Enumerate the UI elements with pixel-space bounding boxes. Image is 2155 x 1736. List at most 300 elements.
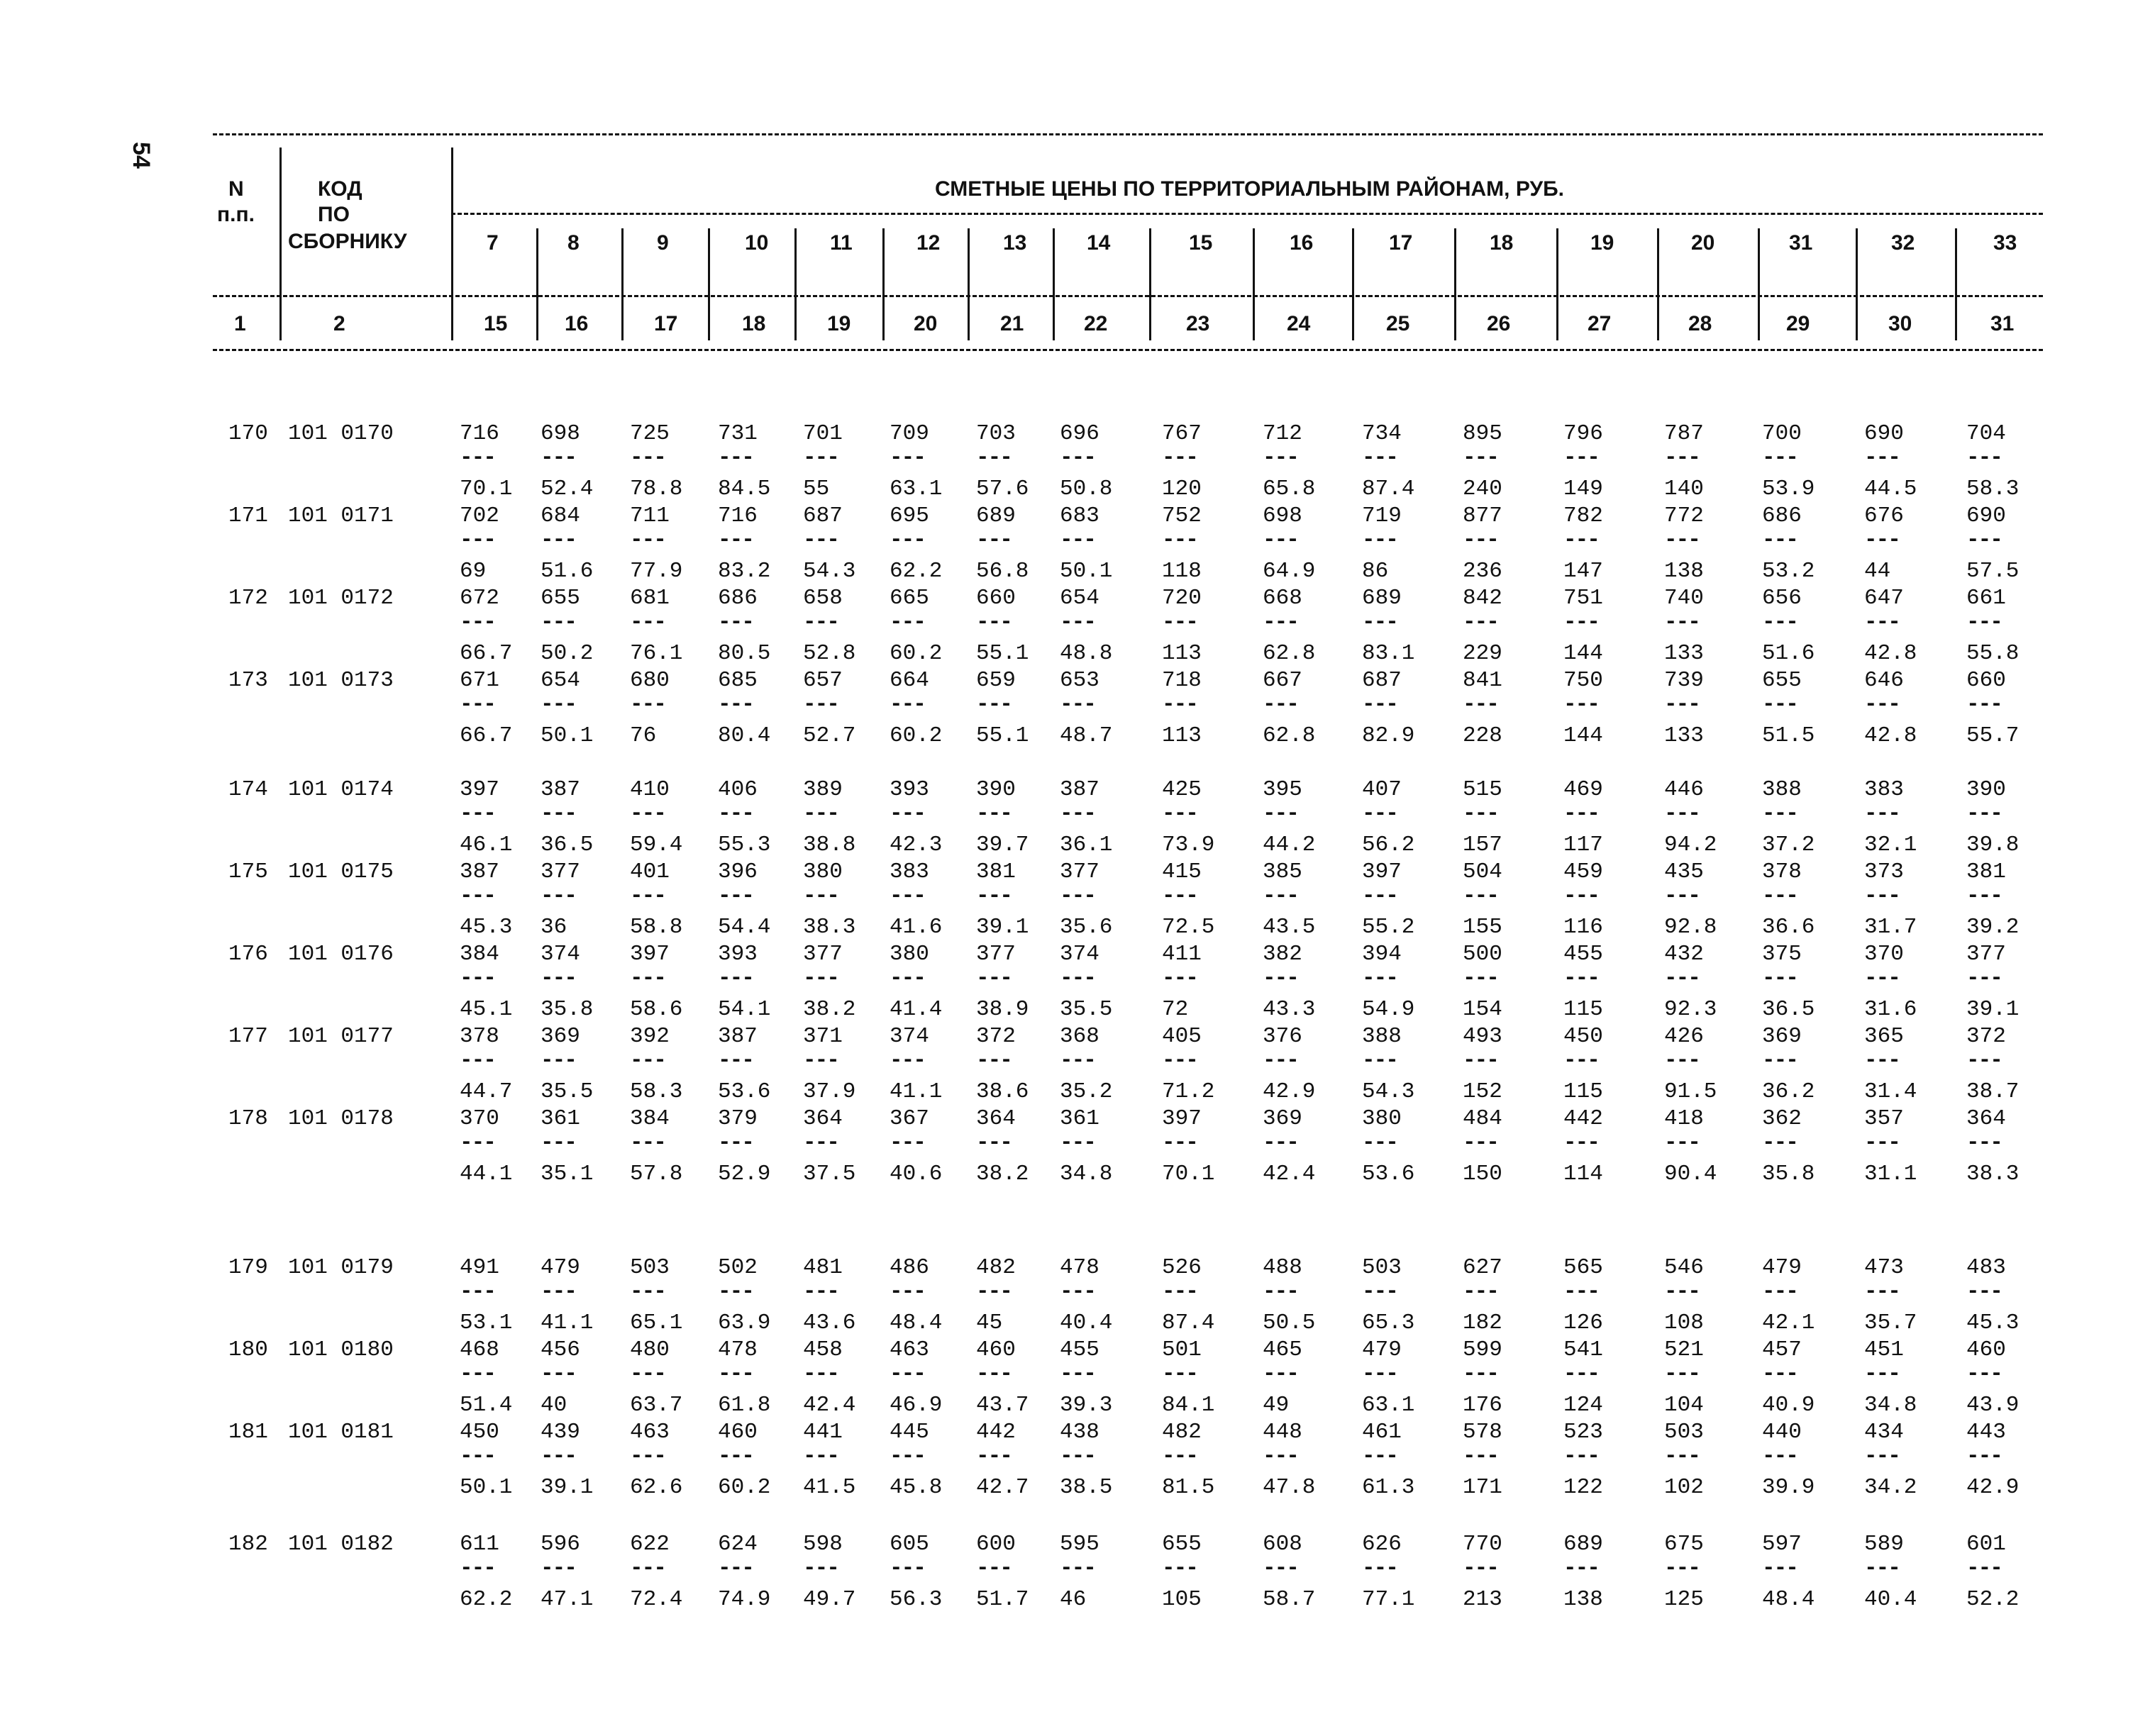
fraction-bar: --- (976, 966, 1012, 991)
price-value: 767 (1162, 421, 1202, 446)
fraction-bar: --- (1463, 1130, 1498, 1155)
price-share-value: 42.8 (1864, 641, 1917, 666)
price-share-value: 80.4 (718, 723, 771, 748)
price-value: 752 (1162, 503, 1202, 528)
fraction-bar: --- (718, 692, 753, 717)
fraction-bar: --- (541, 610, 576, 635)
price-share-value: 81.5 (1162, 1475, 1215, 1500)
price-value: 461 (1362, 1420, 1402, 1445)
price-share-value: 38.2 (803, 997, 856, 1022)
fraction-bar: --- (1060, 1362, 1095, 1386)
price-share-value: 43.3 (1263, 997, 1316, 1022)
price-value: 383 (1864, 777, 1904, 802)
price-share-value: 54.4 (718, 915, 771, 940)
fraction-bar: --- (541, 1130, 576, 1155)
price-share-value: 56.3 (890, 1587, 943, 1612)
price-share-value: 102 (1664, 1475, 1704, 1500)
price-share-value: 55.2 (1362, 915, 1415, 940)
fraction-bar: --- (1864, 528, 1900, 552)
price-share-value: 52.4 (541, 477, 594, 501)
fraction-bar: --- (1060, 692, 1095, 717)
fraction-bar: --- (976, 1130, 1012, 1155)
header-column-divider (1657, 228, 1659, 340)
fraction-bar: --- (1762, 966, 1797, 991)
price-value: 656 (1762, 586, 1802, 611)
price-share-value: 118 (1162, 559, 1202, 584)
price-value: 523 (1563, 1420, 1603, 1445)
fraction-bar: --- (1864, 1556, 1900, 1581)
price-value: 600 (976, 1532, 1016, 1557)
price-share-value: 48.4 (890, 1311, 943, 1335)
price-share-value: 240 (1463, 477, 1502, 501)
fraction-bar: --- (1664, 1556, 1700, 1581)
price-share-value: 62.2 (890, 559, 943, 584)
column-number: 23 (1186, 312, 1210, 335)
price-share-value: 42.9 (1966, 1475, 2020, 1500)
price-value: 468 (460, 1337, 499, 1362)
fraction-bar: --- (1463, 1362, 1498, 1386)
column-number: 25 (1386, 312, 1410, 335)
price-value: 361 (1060, 1106, 1099, 1131)
price-value: 369 (541, 1024, 580, 1049)
region-header: 19 (1590, 231, 1614, 255)
price-share-value: 58.3 (1966, 477, 2020, 501)
fraction-bar: --- (718, 1048, 753, 1073)
price-share-value: 124 (1563, 1393, 1603, 1418)
price-share-value: 43.5 (1263, 915, 1316, 940)
region-header: 10 (745, 231, 769, 255)
price-share-value: 147 (1563, 559, 1603, 584)
fraction-bar: --- (1864, 692, 1900, 717)
price-share-value: 51.5 (1762, 723, 1815, 748)
fraction-bar: --- (1463, 692, 1498, 717)
price-share-value: 133 (1664, 723, 1704, 748)
fraction-bar: --- (1060, 445, 1095, 470)
header-n-label: N (228, 177, 244, 201)
price-value: 690 (1864, 421, 1904, 446)
price-value: 712 (1263, 421, 1302, 446)
fraction-bar: --- (1762, 610, 1797, 635)
price-share-value: 63.9 (718, 1311, 771, 1335)
fraction-bar: --- (1463, 528, 1498, 552)
price-share-value: 70.1 (460, 477, 513, 501)
price-value: 465 (1263, 1337, 1302, 1362)
fraction-bar: --- (1060, 884, 1095, 908)
price-value: 716 (718, 503, 758, 528)
fraction-bar: --- (630, 884, 665, 908)
price-value: 689 (1563, 1532, 1603, 1557)
fraction-bar: --- (718, 528, 753, 552)
price-share-value: 152 (1463, 1079, 1502, 1104)
price-value: 627 (1463, 1255, 1502, 1280)
price-share-value: 46 (1060, 1587, 1087, 1612)
price-share-value: 44.7 (460, 1079, 513, 1104)
price-share-value: 176 (1463, 1393, 1502, 1418)
price-value: 405 (1162, 1024, 1202, 1049)
fraction-bar: --- (1664, 1130, 1700, 1155)
price-share-value: 51.7 (976, 1587, 1029, 1612)
price-share-value: 39.1 (541, 1475, 594, 1500)
fraction-bar: --- (890, 1556, 925, 1581)
fraction-bar: --- (1563, 1048, 1599, 1073)
price-share-value: 92.8 (1664, 915, 1717, 940)
price-value: 395 (1263, 777, 1302, 802)
fraction-bar: --- (541, 528, 576, 552)
price-share-value: 41.6 (890, 915, 943, 940)
fraction-bar: --- (803, 1279, 838, 1304)
fraction-bar: --- (1864, 884, 1900, 908)
price-value: 361 (541, 1106, 580, 1131)
header-column-divider (1856, 228, 1858, 340)
price-value: 599 (1463, 1337, 1502, 1362)
fraction-bar: --- (718, 1279, 753, 1304)
header-bottom-rule (213, 349, 2043, 351)
fraction-bar: --- (630, 1048, 665, 1073)
price-share-value: 171 (1463, 1475, 1502, 1500)
fraction-bar: --- (1263, 1279, 1298, 1304)
price-value: 787 (1664, 421, 1704, 446)
fraction-bar: --- (890, 610, 925, 635)
fraction-bar: --- (1664, 610, 1700, 635)
price-value: 483 (1966, 1255, 2006, 1280)
fraction-bar: --- (1463, 884, 1498, 908)
fraction-bar: --- (803, 1362, 838, 1386)
price-share-value: 53.2 (1762, 559, 1815, 584)
price-share-value: 31.7 (1864, 915, 1917, 940)
fraction-bar: --- (1463, 1048, 1498, 1073)
row-number: 171 (228, 503, 268, 528)
price-value: 378 (1762, 859, 1802, 884)
price-share-value: 105 (1162, 1587, 1202, 1612)
price-share-value: 82.9 (1362, 723, 1415, 748)
region-header: 8 (567, 231, 580, 255)
price-share-value: 39.8 (1966, 833, 2020, 857)
column-number: 18 (742, 312, 766, 335)
price-value: 377 (976, 942, 1016, 967)
fraction-bar: --- (1162, 801, 1197, 826)
row-code: 101 0177 (288, 1024, 394, 1049)
header-column-divider (1352, 228, 1354, 340)
header-column-divider (1454, 228, 1456, 340)
fraction-bar: --- (718, 1362, 753, 1386)
price-share-value: 52.8 (803, 641, 856, 666)
price-value: 653 (1060, 668, 1099, 693)
price-value: 659 (976, 668, 1016, 693)
price-share-value: 57.5 (1966, 559, 2020, 584)
price-share-value: 38.7 (1966, 1079, 2020, 1104)
price-share-value: 154 (1463, 997, 1502, 1022)
price-share-value: 38.6 (976, 1079, 1029, 1104)
price-share-value: 50.1 (541, 723, 594, 748)
fraction-bar: --- (1263, 1362, 1298, 1386)
fraction-bar: --- (1362, 1556, 1397, 1581)
price-share-value: 55.1 (976, 641, 1029, 666)
fraction-bar: --- (890, 1362, 925, 1386)
fraction-bar: --- (1263, 1556, 1298, 1581)
fraction-bar: --- (1966, 1048, 2002, 1073)
price-share-value: 50.8 (1060, 477, 1113, 501)
price-share-value: 228 (1463, 723, 1502, 748)
price-value: 434 (1864, 1420, 1904, 1445)
fraction-bar: --- (890, 1444, 925, 1469)
price-value: 389 (803, 777, 843, 802)
price-value: 686 (718, 586, 758, 611)
price-share-value: 45.3 (1966, 1311, 2020, 1335)
price-value: 380 (890, 942, 929, 967)
price-share-value: 50.1 (460, 1475, 513, 1500)
fraction-bar: --- (1664, 445, 1700, 470)
fraction-bar: --- (1966, 966, 2002, 991)
price-value: 457 (1762, 1337, 1802, 1362)
price-share-value: 113 (1162, 641, 1202, 666)
fraction-bar: --- (460, 966, 495, 991)
price-share-value: 55.1 (976, 723, 1029, 748)
price-value: 469 (1563, 777, 1603, 802)
fraction-bar: --- (1664, 1279, 1700, 1304)
price-value: 488 (1263, 1255, 1302, 1280)
price-value: 658 (803, 586, 843, 611)
fraction-bar: --- (890, 692, 925, 717)
price-value: 390 (1966, 777, 2006, 802)
fraction-bar: --- (803, 445, 838, 470)
price-value: 622 (630, 1532, 670, 1557)
price-value: 460 (1966, 1337, 2006, 1362)
header-column-divider (1253, 228, 1255, 340)
price-value: 446 (1664, 777, 1704, 802)
price-value: 394 (1362, 942, 1402, 967)
price-value: 384 (630, 1106, 670, 1131)
fraction-bar: --- (1362, 884, 1397, 908)
price-share-value: 41.4 (890, 997, 943, 1022)
fraction-bar: --- (1060, 528, 1095, 552)
price-value: 597 (1762, 1532, 1802, 1557)
price-value: 725 (630, 421, 670, 446)
header-column-divider (1758, 228, 1760, 340)
header-column-divider (968, 228, 970, 340)
price-share-value: 144 (1563, 641, 1603, 666)
price-share-value: 62.6 (630, 1475, 683, 1500)
price-value: 370 (460, 1106, 499, 1131)
row-code: 101 0172 (288, 586, 394, 611)
fraction-bar: --- (1263, 1048, 1298, 1073)
price-value: 841 (1463, 668, 1502, 693)
fraction-bar: --- (1162, 1362, 1197, 1386)
row-number: 179 (228, 1255, 268, 1280)
price-value: 367 (890, 1106, 929, 1131)
header-column-divider (621, 228, 624, 340)
header-mid-rule (213, 295, 2043, 297)
price-value: 655 (1762, 668, 1802, 693)
price-value: 515 (1463, 777, 1502, 802)
price-share-value: 44.5 (1864, 477, 1917, 501)
price-value: 493 (1463, 1024, 1502, 1049)
price-share-value: 77.1 (1362, 1587, 1415, 1612)
fraction-bar: --- (1263, 445, 1298, 470)
price-value: 383 (890, 859, 929, 884)
column-number: 26 (1487, 312, 1511, 335)
price-value: 378 (460, 1024, 499, 1049)
price-share-value: 32.1 (1864, 833, 1917, 857)
price-share-value: 62.2 (460, 1587, 513, 1612)
column-number: 19 (827, 312, 851, 335)
price-value: 484 (1463, 1106, 1502, 1131)
price-share-value: 36.1 (1060, 833, 1113, 857)
price-value: 624 (718, 1532, 758, 1557)
price-value: 655 (541, 586, 580, 611)
region-header: 33 (1993, 231, 2017, 255)
price-value: 687 (803, 503, 843, 528)
fraction-bar: --- (803, 1444, 838, 1469)
price-share-value: 34.8 (1864, 1393, 1917, 1418)
row-code: 101 0170 (288, 421, 394, 446)
price-value: 608 (1263, 1532, 1302, 1557)
price-value: 491 (460, 1255, 499, 1280)
price-share-value: 58.8 (630, 915, 683, 940)
price-share-value: 53.6 (1362, 1162, 1415, 1186)
price-share-value: 144 (1563, 723, 1603, 748)
price-value: 480 (630, 1337, 670, 1362)
fraction-bar: --- (1162, 966, 1197, 991)
price-value: 372 (1966, 1024, 2006, 1049)
price-share-value: 62.8 (1263, 723, 1316, 748)
fraction-bar: --- (630, 692, 665, 717)
price-share-value: 213 (1463, 1587, 1502, 1612)
price-share-value: 41.1 (890, 1079, 943, 1104)
price-value: 770 (1463, 1532, 1502, 1557)
fraction-bar: --- (1263, 692, 1298, 717)
fraction-bar: --- (1966, 445, 2002, 470)
price-share-value: 35.1 (541, 1162, 594, 1186)
fraction-bar: --- (803, 528, 838, 552)
fraction-bar: --- (890, 884, 925, 908)
price-value: 687 (1362, 668, 1402, 693)
fraction-bar: --- (1664, 1362, 1700, 1386)
price-value: 664 (890, 668, 929, 693)
price-value: 601 (1966, 1532, 2006, 1557)
price-share-value: 53.9 (1762, 477, 1815, 501)
price-share-value: 51.6 (1762, 641, 1815, 666)
price-share-value: 40.4 (1060, 1311, 1113, 1335)
price-share-value: 38.2 (976, 1162, 1029, 1186)
price-value: 374 (541, 942, 580, 967)
price-value: 671 (460, 668, 499, 693)
price-share-value: 39.7 (976, 833, 1029, 857)
fraction-bar: --- (1762, 1556, 1797, 1581)
price-value: 689 (1362, 586, 1402, 611)
price-share-value: 94.2 (1664, 833, 1717, 857)
price-value: 647 (1864, 586, 1904, 611)
column-number: 28 (1688, 312, 1712, 335)
price-share-value: 40.6 (890, 1162, 943, 1186)
fraction-bar: --- (718, 610, 753, 635)
price-share-value: 48.4 (1762, 1587, 1815, 1612)
fraction-bar: --- (1060, 610, 1095, 635)
price-share-value: 42.8 (1864, 723, 1917, 748)
price-share-value: 182 (1463, 1311, 1502, 1335)
price-value: 482 (1162, 1420, 1202, 1445)
fraction-bar: --- (630, 1444, 665, 1469)
price-value: 450 (1563, 1024, 1603, 1049)
fraction-bar: --- (460, 445, 495, 470)
price-share-value: 90.4 (1664, 1162, 1717, 1186)
header-column-divider (1955, 228, 1957, 340)
fraction-bar: --- (718, 445, 753, 470)
fraction-bar: --- (1362, 528, 1397, 552)
region-header: 31 (1789, 231, 1813, 255)
price-value: 734 (1362, 421, 1402, 446)
fraction-bar: --- (1463, 445, 1498, 470)
fraction-bar: --- (1762, 528, 1797, 552)
price-value: 435 (1664, 859, 1704, 884)
price-value: 397 (630, 942, 670, 967)
fraction-bar: --- (1864, 801, 1900, 826)
price-value: 478 (718, 1337, 758, 1362)
price-value: 683 (1060, 503, 1099, 528)
price-share-value: 49 (1263, 1393, 1290, 1418)
price-value: 365 (1864, 1024, 1904, 1049)
price-value: 655 (1162, 1532, 1202, 1557)
price-share-value: 229 (1463, 641, 1502, 666)
fraction-bar: --- (1463, 966, 1498, 991)
fraction-bar: --- (890, 1279, 925, 1304)
price-share-value: 63.1 (1362, 1393, 1415, 1418)
price-value: 401 (630, 859, 670, 884)
price-share-value: 43.6 (803, 1311, 856, 1335)
fraction-bar: --- (1864, 610, 1900, 635)
price-value: 782 (1563, 503, 1603, 528)
price-value: 740 (1664, 586, 1704, 611)
price-share-value: 54.1 (718, 997, 771, 1022)
price-share-value: 72 (1162, 997, 1189, 1022)
fraction-bar: --- (1162, 1130, 1197, 1155)
price-share-value: 37.2 (1762, 833, 1815, 857)
price-share-value: 120 (1162, 477, 1202, 501)
price-value: 895 (1463, 421, 1502, 446)
fraction-bar: --- (1162, 610, 1197, 635)
price-value: 503 (1362, 1255, 1402, 1280)
fraction-bar: --- (1362, 801, 1397, 826)
fraction-bar: --- (1966, 801, 2002, 826)
price-value: 681 (630, 586, 670, 611)
price-share-value: 54.3 (803, 559, 856, 584)
fraction-bar: --- (1966, 1279, 2002, 1304)
fraction-bar: --- (541, 445, 576, 470)
price-value: 473 (1864, 1255, 1904, 1280)
price-value: 667 (1263, 668, 1302, 693)
price-share-value: 122 (1563, 1475, 1603, 1500)
price-share-value: 66.7 (460, 723, 513, 748)
header-column-divider (1556, 228, 1558, 340)
price-value: 397 (1362, 859, 1402, 884)
header-left-divider (451, 148, 453, 340)
fraction-bar: --- (1060, 1130, 1095, 1155)
price-share-value: 65.8 (1263, 477, 1316, 501)
price-value: 439 (541, 1420, 580, 1445)
price-share-value: 108 (1664, 1311, 1704, 1335)
price-value: 479 (541, 1255, 580, 1280)
fraction-bar: --- (1563, 1130, 1599, 1155)
price-value: 379 (718, 1106, 758, 1131)
price-share-value: 45.1 (460, 997, 513, 1022)
fraction-bar: --- (1864, 1444, 1900, 1469)
price-value: 415 (1162, 859, 1202, 884)
price-share-value: 60.2 (890, 641, 943, 666)
fraction-bar: --- (1762, 1279, 1797, 1304)
price-share-value: 35.8 (1762, 1162, 1815, 1186)
price-value: 589 (1864, 1532, 1904, 1557)
fraction-bar: --- (1762, 884, 1797, 908)
fraction-bar: --- (1263, 884, 1298, 908)
